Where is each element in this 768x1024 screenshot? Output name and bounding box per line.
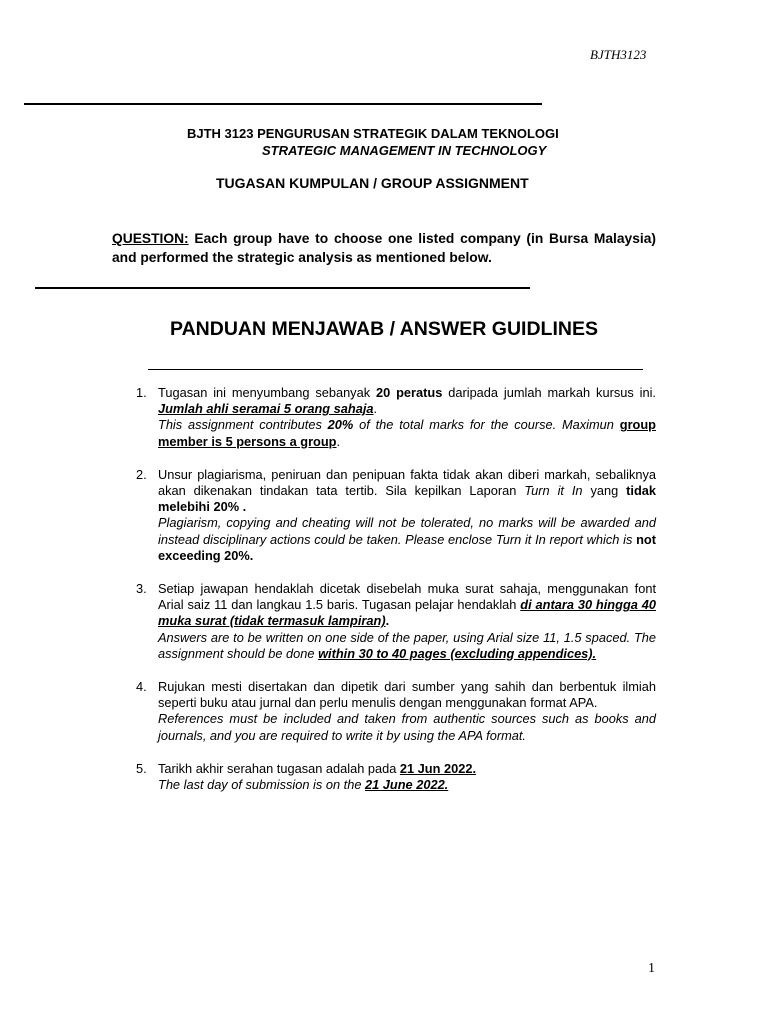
guidelines-list [112, 385, 656, 793]
guideline-number: 5. [136, 760, 147, 776]
guideline-item [112, 679, 656, 744]
guideline-text-malay: Tugasan ini menyumbang sebanyak 20 peratus daripada jumlah markah kursus ini. Jumlah ahli seramai 5 orang sahaja. [158, 385, 656, 417]
top-rule [24, 103, 542, 105]
question-rule [35, 287, 530, 289]
guideline-item [112, 581, 656, 662]
guidelines-rule [148, 369, 643, 370]
guideline-item [112, 467, 656, 564]
guideline-item [112, 385, 656, 450]
course-title: BJTH 3123 PENGURUSAN STRATEGIK DALAM TEKNOLOGI [187, 126, 559, 141]
question-statement [112, 229, 656, 267]
guideline-text-malay: Tarikh akhir serahan tugasan adalah pada 21 Jun 2022. [158, 760, 477, 776]
guideline-text-english: This assignment contributes 20% of the total marks for the course. Maximun group member is 5 persons a group. [158, 417, 656, 449]
guidelines-title: PANDUAN MENJAWAB / ANSWER GUIDLINES [170, 318, 598, 340]
guideline-item [112, 761, 656, 793]
assignment-heading: TUGASAN KUMPULAN / GROUP ASSIGNMENT [216, 175, 529, 191]
page-number: 1 [648, 961, 655, 976]
guideline-number: 2. [136, 466, 147, 482]
guideline-number: 1. [136, 385, 147, 400]
guideline-number: 3. [136, 581, 147, 597]
question-text: Each group have to choose one listed company (in Bursa Malaysia) and performed the strategic analysis as mentioned below. [112, 231, 656, 265]
guideline-text-malay: Rujukan mesti disertakan dan dipetik dari sumber yang sahih dan berbentuk ilmiah seperti buku atau jurnal dan perlu menulis dengan menggunakan format APA. [158, 679, 656, 711]
guideline-text-english: Answers are to be written on one side of the paper, using Arial size 11, 1.5 spaced. The assignment should be done within 30 to 40 pages (excluding appendices). [158, 629, 656, 661]
guideline-text-english: The last day of submission is on the 21 June 2022. [158, 777, 449, 793]
guideline-text-english: Plagiarism, copying and cheating will not be tolerated, no marks will be awarded and instead disciplinary actions could be taken. Please enclose Turn it In report which is not exceeding 20%. [158, 515, 656, 563]
course-title-english: STRATEGIC MANAGEMENT IN TECHNOLOGY [262, 143, 547, 158]
guideline-number: 4. [136, 679, 147, 695]
guideline-text-english: References must be included and taken from authentic sources such as books and journals, and you are required to write it by using the APA format. [158, 711, 656, 743]
guideline-text-malay: Setiap jawapan hendaklah dicetak disebelah muka surat sahaja, menggunakan font Arial saiz 11 dan langkau 1.5 baris. Tugasan pelajar hendaklah di antara 30 hingga 40 muka surat (tidak termasuk lampiran). [158, 581, 656, 629]
guideline-text-malay: Unsur plagiarisma, peniruan dan penipuan fakta tidak akan diberi markah, sebaliknya akan dikenakan tindakan tata tertib. Sila kepilkan Laporan Turn it In yang tidak melebihi 20% . [158, 466, 656, 515]
question-label: QUESTION: [112, 231, 189, 246]
document-code: BJTH3123 [590, 47, 647, 62]
